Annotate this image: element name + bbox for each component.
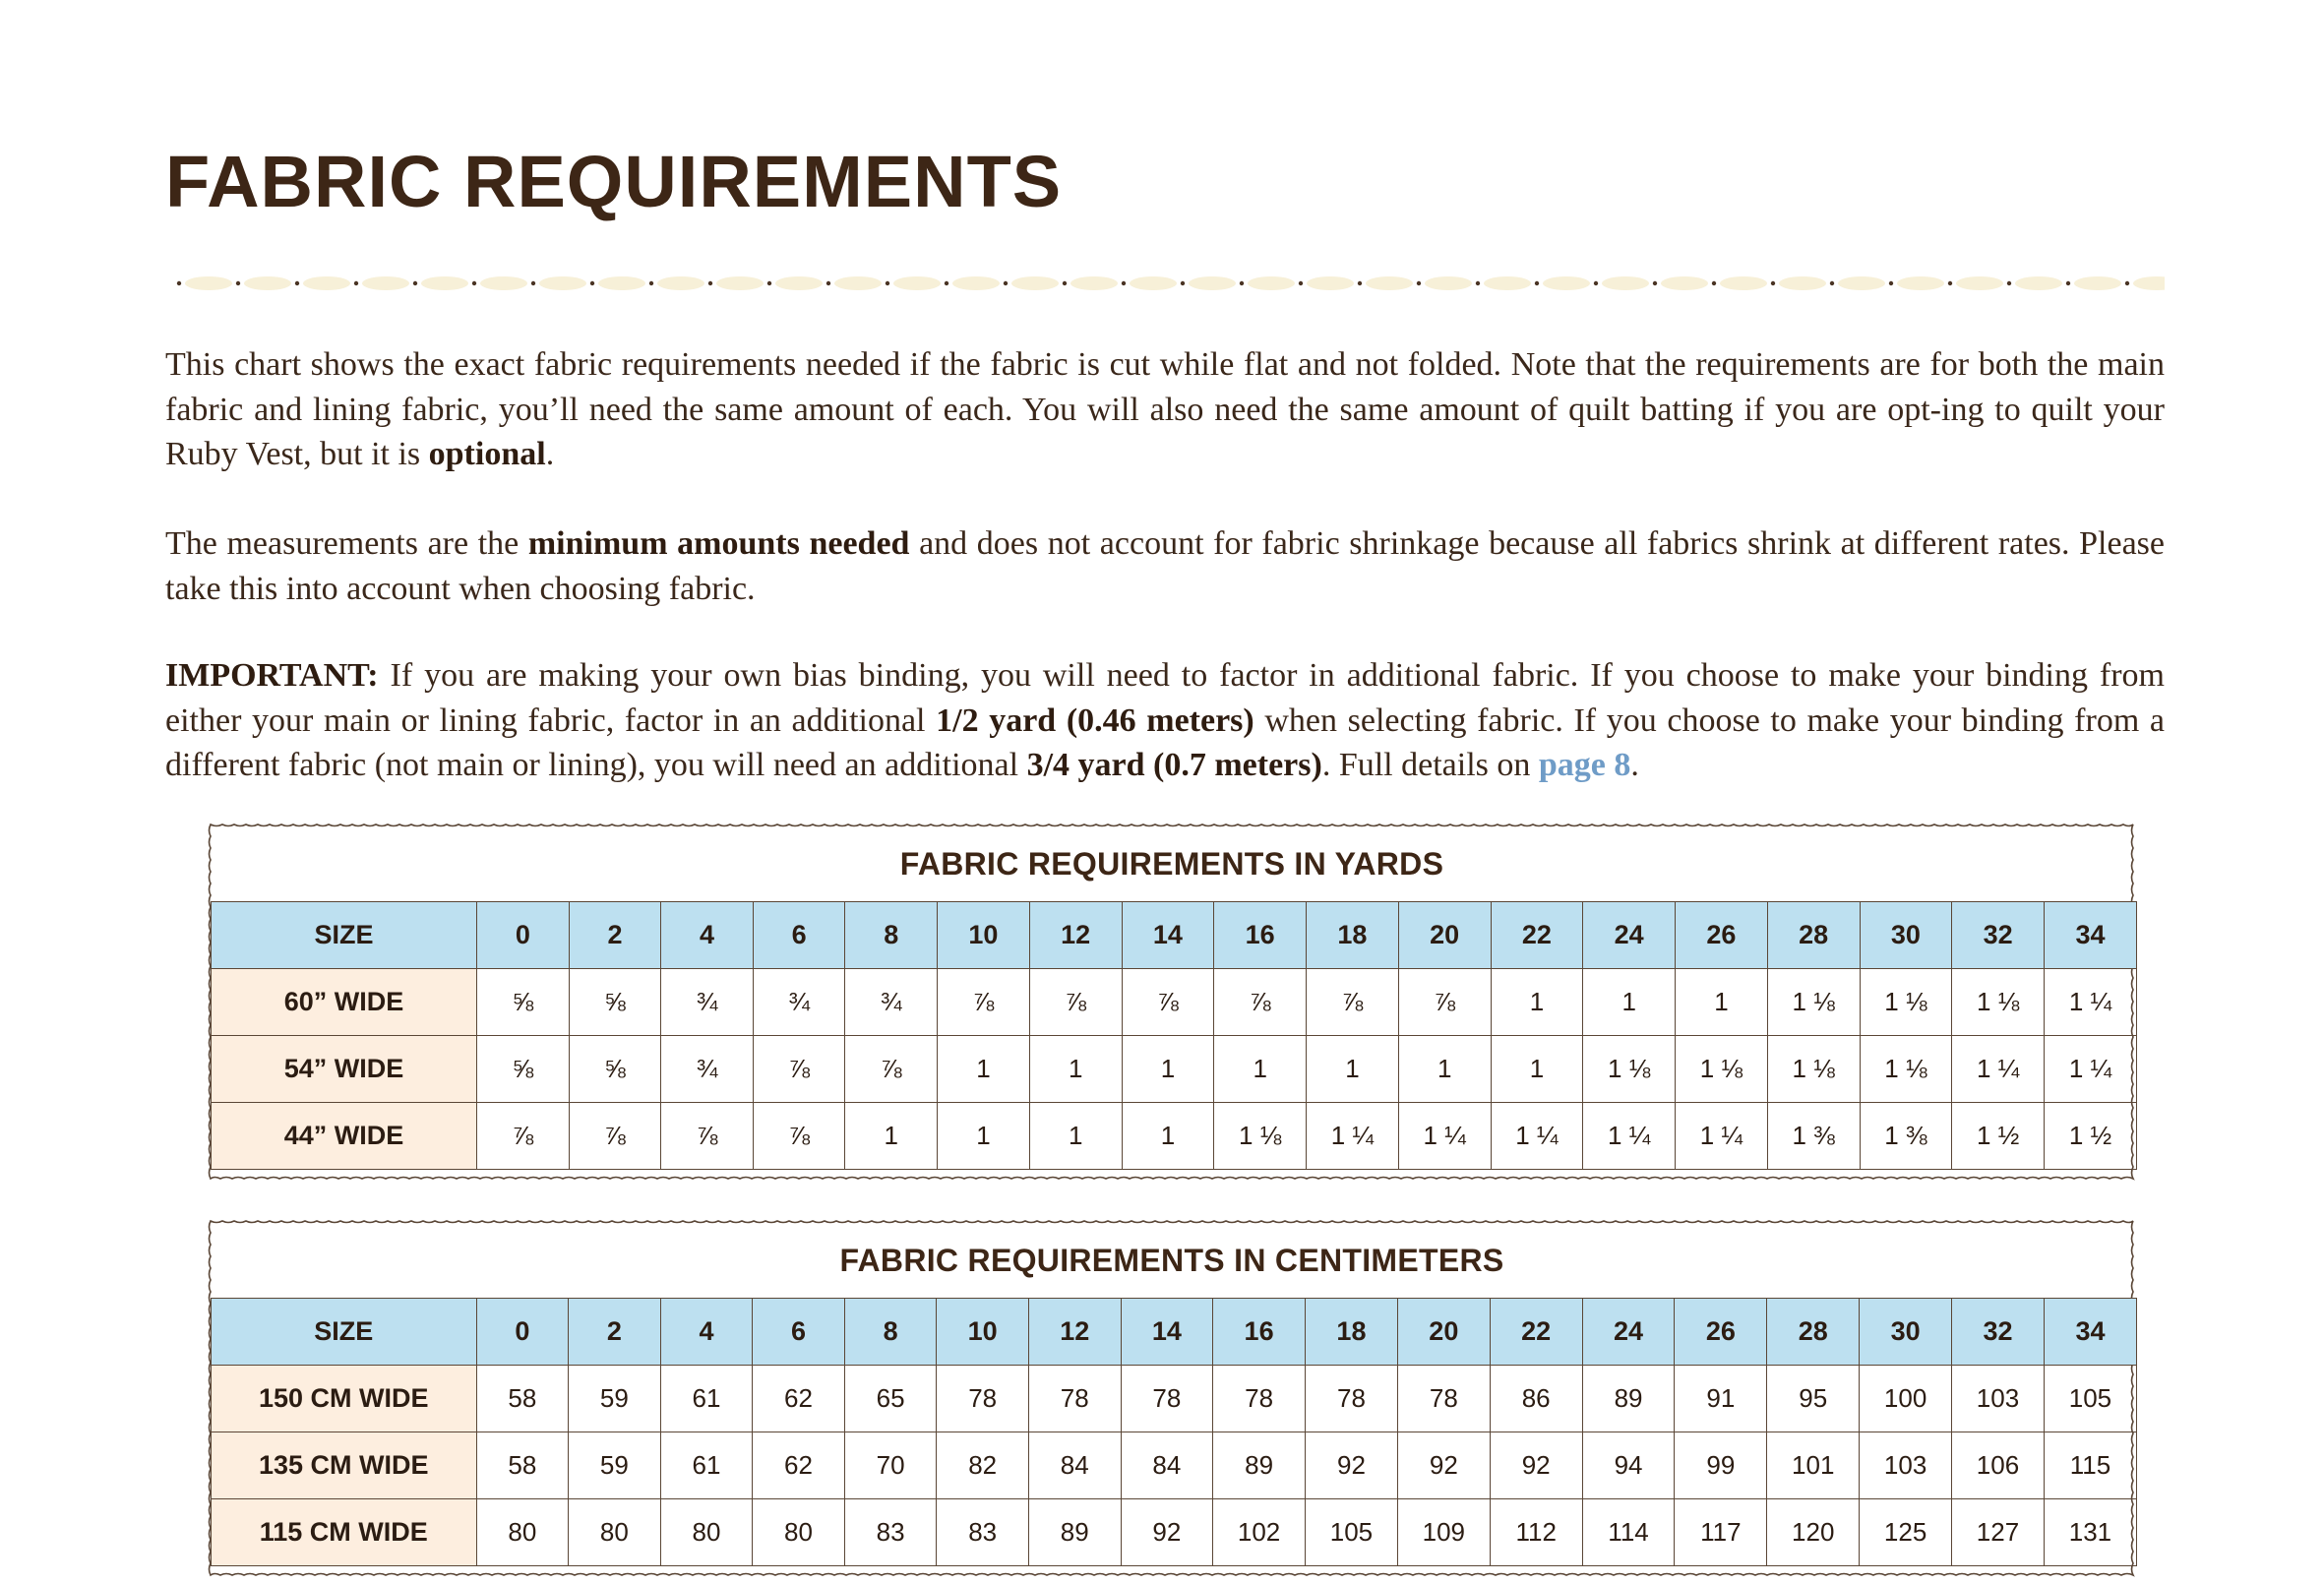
- table-cell: 1 ¼: [1307, 1103, 1399, 1170]
- table-cell: ⅞: [477, 1103, 570, 1170]
- size-header-cell: 16: [1213, 1299, 1306, 1366]
- table-cell: 1: [1583, 969, 1676, 1036]
- table-cell: 78: [1397, 1366, 1490, 1432]
- size-header-cell: 6: [753, 1299, 845, 1366]
- size-header-cell: 0: [477, 902, 570, 969]
- table-cell: ⅞: [753, 1036, 845, 1103]
- table-cell: ⅝: [477, 969, 570, 1036]
- divider-ornament: [2074, 276, 2121, 290]
- table-cell: 62: [753, 1366, 845, 1432]
- divider-ornament: [1897, 276, 1944, 290]
- divider-dot: [1948, 281, 1952, 285]
- table-cell: 89: [1582, 1366, 1675, 1432]
- table-cell: 58: [476, 1432, 569, 1499]
- table-cell: 109: [1397, 1499, 1490, 1566]
- divider-ornament: [716, 276, 764, 290]
- size-header-cell: 10: [937, 1299, 1029, 1366]
- divider-dot: [1358, 281, 1362, 285]
- important-text-b: when selecting fabric. If you choose to make your binding from a different fabric (not main or lining), you will need an additional: [165, 701, 2165, 783]
- divider-ornament: [421, 276, 468, 290]
- size-header-cell: 22: [1490, 1299, 1582, 1366]
- table-cell: 1 ½: [1952, 1103, 2045, 1170]
- size-header-cell: 30: [1860, 902, 1952, 969]
- size-header-cell: 8: [845, 902, 938, 969]
- table-cell: 80: [753, 1499, 845, 1566]
- table-cell: 1 ¼: [1952, 1036, 2045, 1103]
- table-row: [212, 1366, 2137, 1432]
- table-cell: 78: [1306, 1366, 1398, 1432]
- size-header-cell: 32: [1952, 1299, 2045, 1366]
- cm-table-panel: [207, 1215, 2137, 1581]
- intro-text: This chart shows the exact fabric requirements needed if the fabric is cut while flat and not folded. Note that the requirements are for both the main fabric and lining fabric, you’ll need the same amount of each. You will also need the same amount of quilt batting if you are opt-ing to quilt your Ruby Vest, but it is: [165, 346, 2165, 472]
- size-header-cell: 20: [1398, 902, 1491, 969]
- table-cell: 80: [476, 1499, 569, 1566]
- table-cell: 1 ¼: [2045, 969, 2137, 1036]
- table-cell: 117: [1675, 1499, 1767, 1566]
- row-width-label: 44” WIDE: [212, 1103, 477, 1170]
- table-cell: ¾: [753, 969, 845, 1036]
- divider-dot: [1299, 281, 1303, 285]
- divider-dot: [1712, 281, 1716, 285]
- size-header-cell: 28: [1767, 1299, 1860, 1366]
- divider-dot: [1122, 281, 1126, 285]
- table-cell: 1 ⅛: [1767, 1036, 1860, 1103]
- size-header-label: SIZE: [212, 1299, 477, 1366]
- table-cell: ⅞: [1122, 969, 1214, 1036]
- divider-dot: [1476, 281, 1480, 285]
- size-header-cell: 34: [2044, 1299, 2136, 1366]
- size-header-cell: 12: [1028, 1299, 1121, 1366]
- divider-ornament: [480, 276, 527, 290]
- table-cell: 83: [937, 1499, 1029, 1566]
- divider-dot: [649, 281, 653, 285]
- intro-paragraph: [165, 342, 2165, 477]
- table-cell: ⅞: [1307, 969, 1399, 1036]
- divider-ornament: [1720, 276, 1767, 290]
- table-cell: 1 ¼: [1583, 1103, 1676, 1170]
- size-header-cell: 8: [844, 1299, 937, 1366]
- size-header-cell: 14: [1121, 1299, 1213, 1366]
- divider-dot: [177, 281, 181, 285]
- table-cell: 89: [1213, 1432, 1306, 1499]
- divider-dot: [945, 281, 948, 285]
- size-header-cell: 18: [1306, 1299, 1398, 1366]
- size-header-cell: 26: [1675, 1299, 1767, 1366]
- table-cell: 1 ¼: [2045, 1036, 2137, 1103]
- size-header-cell: 28: [1767, 902, 1860, 969]
- row-width-label: 115 CM WIDE: [212, 1499, 477, 1566]
- table-cell: 95: [1767, 1366, 1860, 1432]
- divider-ornament: [1838, 276, 1885, 290]
- table-cell: ⅝: [569, 969, 661, 1036]
- minimum-amounts-bold: minimum amounts needed: [527, 525, 910, 562]
- table-cell: 78: [1121, 1366, 1213, 1432]
- divider-ornament: [657, 276, 704, 290]
- three-quarter-yard-bold: 3/4 yard (0.7 meters): [1026, 747, 1322, 783]
- divider-dot: [531, 281, 535, 285]
- size-header-cell: 2: [569, 902, 661, 969]
- size-header-cell: 34: [2045, 902, 2137, 969]
- table-cell: 65: [844, 1366, 937, 1432]
- size-header-row: [212, 902, 2137, 969]
- row-width-label: 54” WIDE: [212, 1036, 477, 1103]
- table-cell: 105: [2044, 1366, 2136, 1432]
- divider-dot: [1653, 281, 1657, 285]
- table-cell: 115: [2044, 1432, 2136, 1499]
- table-cell: 99: [1675, 1432, 1767, 1499]
- divider-dot: [472, 281, 476, 285]
- important-text-a: If you are making your own bias binding, you will need to factor in additional fabric. If you choose to make your binding from either your main or lining fabric, factor in an additional: [165, 657, 2165, 739]
- table-cell: 59: [569, 1432, 661, 1499]
- size-header-label: SIZE: [212, 902, 477, 969]
- table-cell: 1 ⅛: [1676, 1036, 1768, 1103]
- divider-ornament: [952, 276, 1000, 290]
- table-cell: 59: [569, 1366, 661, 1432]
- table-cell: ⅞: [1214, 969, 1307, 1036]
- divider-ornament: [1307, 276, 1354, 290]
- divider-ornament: [244, 276, 291, 290]
- important-text-c: . Full details on: [1321, 747, 1539, 783]
- table-cell: 70: [844, 1432, 937, 1499]
- measurements-text-end: and does not account for fabric shrinkage because all fabrics shrink at different rates. Please take this into account when choosing fabric.: [165, 525, 2165, 607]
- table-cell: 1 ¼: [1676, 1103, 1768, 1170]
- table-cell: 1 ⅛: [1214, 1103, 1307, 1170]
- table-cell: ¾: [661, 969, 754, 1036]
- table-row: [212, 1103, 2137, 1170]
- divider-ornament: [598, 276, 645, 290]
- table-cell: 102: [1213, 1499, 1306, 1566]
- table-cell: 1 ¼: [1398, 1103, 1491, 1170]
- table-cell: 80: [660, 1499, 753, 1566]
- important-label: IMPORTANT:: [165, 657, 379, 694]
- divider-dot: [2066, 281, 2070, 285]
- size-header-cell: 14: [1122, 902, 1214, 969]
- table-cell: 1: [1029, 1036, 1122, 1103]
- size-header-cell: 20: [1397, 1299, 1490, 1366]
- divider-dot: [1535, 281, 1539, 285]
- table-cell: ⅝: [477, 1036, 570, 1103]
- table-row: [212, 1432, 2137, 1499]
- row-width-label: 150 CM WIDE: [212, 1366, 477, 1432]
- divider-dot: [708, 281, 712, 285]
- yards-table: [211, 901, 2137, 1170]
- divider-ornament: [834, 276, 882, 290]
- divider-ornament: [1425, 276, 1472, 290]
- table-cell: 127: [1952, 1499, 2045, 1566]
- size-header-cell: 6: [753, 902, 845, 969]
- table-cell: 103: [1860, 1432, 1952, 1499]
- table-cell: 1: [1122, 1103, 1214, 1170]
- table-cell: 1 ⅛: [1860, 969, 1952, 1036]
- size-header-cell: 18: [1307, 902, 1399, 969]
- divider-ornament: [539, 276, 586, 290]
- table-cell: ⅞: [753, 1103, 845, 1170]
- row-width-label: 60” WIDE: [212, 969, 477, 1036]
- divider-ornament: [1366, 276, 1413, 290]
- size-header-cell: 22: [1491, 902, 1583, 969]
- table-cell: 78: [1213, 1366, 1306, 1432]
- table-cell: 94: [1582, 1432, 1675, 1499]
- divider-ornament: [2133, 276, 2165, 290]
- divider-dot: [1830, 281, 1834, 285]
- divider-ornament: [1070, 276, 1118, 290]
- table-cell: 92: [1121, 1499, 1213, 1566]
- table-cell: 61: [660, 1432, 753, 1499]
- important-end: .: [1630, 747, 1639, 783]
- divider-ornament: [1484, 276, 1531, 290]
- divider-ornament: [1602, 276, 1649, 290]
- divider-ornament: [1779, 276, 1826, 290]
- divider-dot: [1771, 281, 1775, 285]
- row-width-label: 135 CM WIDE: [212, 1432, 477, 1499]
- table-cell: 1 ⅜: [1860, 1103, 1952, 1170]
- table-cell: 1 ½: [2045, 1103, 2137, 1170]
- yards-table-panel: [207, 819, 2137, 1185]
- size-header-cell: 12: [1029, 902, 1122, 969]
- table-cell: 131: [2044, 1499, 2136, 1566]
- table-cell: 83: [844, 1499, 937, 1566]
- half-yard-bold: 1/2 yard (0.46 meters): [936, 701, 1254, 739]
- table-cell: 100: [1860, 1366, 1952, 1432]
- table-cell: 1: [1398, 1036, 1491, 1103]
- important-paragraph: [165, 653, 2165, 788]
- divider-dot: [413, 281, 417, 285]
- divider-dot: [1417, 281, 1421, 285]
- divider-ornament: [893, 276, 941, 290]
- table-cell: 125: [1860, 1499, 1952, 1566]
- table-cell: ⅞: [1398, 969, 1491, 1036]
- size-header-cell: 4: [660, 1299, 753, 1366]
- table-cell: 1 ⅛: [1767, 969, 1860, 1036]
- size-header-row: [212, 1299, 2137, 1366]
- table-row: [212, 969, 2137, 1036]
- divider-dot: [1889, 281, 1893, 285]
- table-cell: 1: [1307, 1036, 1399, 1103]
- table-cell: 1: [1491, 969, 1583, 1036]
- table-cell: 112: [1490, 1499, 1582, 1566]
- yards-table-title: FABRIC REQUIREMENTS IN YARDS: [899, 846, 1444, 882]
- table-cell: 120: [1767, 1499, 1860, 1566]
- measurements-paragraph: [165, 521, 2165, 611]
- divider-dot: [2125, 281, 2129, 285]
- divider-dot: [886, 281, 889, 285]
- divider-ornament: [1011, 276, 1059, 290]
- table-cell: 1 ⅛: [1860, 1036, 1952, 1103]
- table-cell: 78: [937, 1366, 1029, 1432]
- table-cell: 1: [1676, 969, 1768, 1036]
- divider-dot: [295, 281, 299, 285]
- table-row: [212, 1036, 2137, 1103]
- table-cell: ⅞: [569, 1103, 661, 1170]
- size-header-cell: 24: [1582, 1299, 1675, 1366]
- size-header-cell: 4: [661, 902, 754, 969]
- table-cell: 82: [937, 1432, 1029, 1499]
- size-header-cell: 2: [569, 1299, 661, 1366]
- table-cell: 89: [1028, 1499, 1121, 1566]
- size-header-cell: 10: [938, 902, 1030, 969]
- divider-ornament: [1248, 276, 1295, 290]
- divider-ornament: [1661, 276, 1708, 290]
- table-cell: 1 ⅛: [1952, 969, 2045, 1036]
- size-header-cell: 24: [1583, 902, 1676, 969]
- divider-dot: [236, 281, 240, 285]
- divider-ornament: [185, 276, 232, 290]
- cm-table-title: FABRIC REQUIREMENTS IN CENTIMETERS: [839, 1243, 1504, 1278]
- size-header-cell: 30: [1860, 1299, 1952, 1366]
- table-cell: 84: [1028, 1432, 1121, 1499]
- divider-ornament: [1543, 276, 1590, 290]
- size-header-cell: 32: [1952, 902, 2045, 969]
- table-cell: ⅞: [938, 969, 1030, 1036]
- cm-table: [211, 1298, 2137, 1566]
- table-row: [212, 1499, 2137, 1566]
- table-cell: 58: [476, 1366, 569, 1432]
- table-cell: 1: [845, 1103, 938, 1170]
- divider-dot: [354, 281, 358, 285]
- divider-dot: [590, 281, 594, 285]
- table-cell: 78: [1028, 1366, 1121, 1432]
- divider-dot: [1594, 281, 1598, 285]
- table-cell: 1: [938, 1103, 1030, 1170]
- table-cell: 101: [1767, 1432, 1860, 1499]
- table-cell: 114: [1582, 1499, 1675, 1566]
- table-cell: 1 ¼: [1491, 1103, 1583, 1170]
- table-cell: 61: [660, 1366, 753, 1432]
- divider-dot: [2007, 281, 2011, 285]
- table-cell: 92: [1490, 1432, 1582, 1499]
- divider-dot: [1181, 281, 1185, 285]
- table-cell: 1 ⅛: [1583, 1036, 1676, 1103]
- table-cell: 92: [1397, 1432, 1490, 1499]
- table-cell: ¾: [845, 969, 938, 1036]
- decorative-divider: [165, 264, 2165, 303]
- page-title: FABRIC REQUIREMENTS: [165, 141, 1063, 222]
- size-header-cell: 26: [1676, 902, 1768, 969]
- table-cell: 1: [1214, 1036, 1307, 1103]
- optional-bold: optional: [428, 436, 546, 472]
- table-cell: 62: [753, 1432, 845, 1499]
- divider-ornament: [362, 276, 409, 290]
- divider-ornament: [1956, 276, 2003, 290]
- table-cell: 92: [1306, 1432, 1398, 1499]
- table-cell: 1 ⅜: [1767, 1103, 1860, 1170]
- divider-ornament: [2015, 276, 2062, 290]
- table-cell: 86: [1490, 1366, 1582, 1432]
- table-cell: 1: [1122, 1036, 1214, 1103]
- table-cell: 103: [1952, 1366, 2045, 1432]
- table-cell: ⅝: [569, 1036, 661, 1103]
- table-cell: 84: [1121, 1432, 1213, 1499]
- table-cell: 105: [1306, 1499, 1398, 1566]
- table-cell: 1: [1029, 1103, 1122, 1170]
- size-header-cell: 16: [1214, 902, 1307, 969]
- divider-dot: [767, 281, 771, 285]
- table-cell: 80: [569, 1499, 661, 1566]
- table-cell: 1: [1491, 1036, 1583, 1103]
- table-cell: ⅞: [845, 1036, 938, 1103]
- divider-dot: [1004, 281, 1008, 285]
- page-8-link[interactable]: page 8: [1538, 747, 1631, 783]
- divider-ornament: [1130, 276, 1177, 290]
- divider-dot: [1240, 281, 1244, 285]
- table-cell: 106: [1952, 1432, 2045, 1499]
- table-cell: 91: [1675, 1366, 1767, 1432]
- intro-end: .: [545, 436, 555, 472]
- divider-ornament: [1189, 276, 1236, 290]
- divider-ornament: [303, 276, 350, 290]
- divider-dot: [1063, 281, 1067, 285]
- measurements-text-start: The measurements are the: [165, 525, 528, 562]
- divider-dot: [826, 281, 830, 285]
- size-header-cell: 0: [476, 1299, 569, 1366]
- table-cell: ¾: [661, 1036, 754, 1103]
- table-cell: ⅞: [661, 1103, 754, 1170]
- divider-ornament: [775, 276, 823, 290]
- table-cell: 1: [938, 1036, 1030, 1103]
- table-cell: ⅞: [1029, 969, 1122, 1036]
